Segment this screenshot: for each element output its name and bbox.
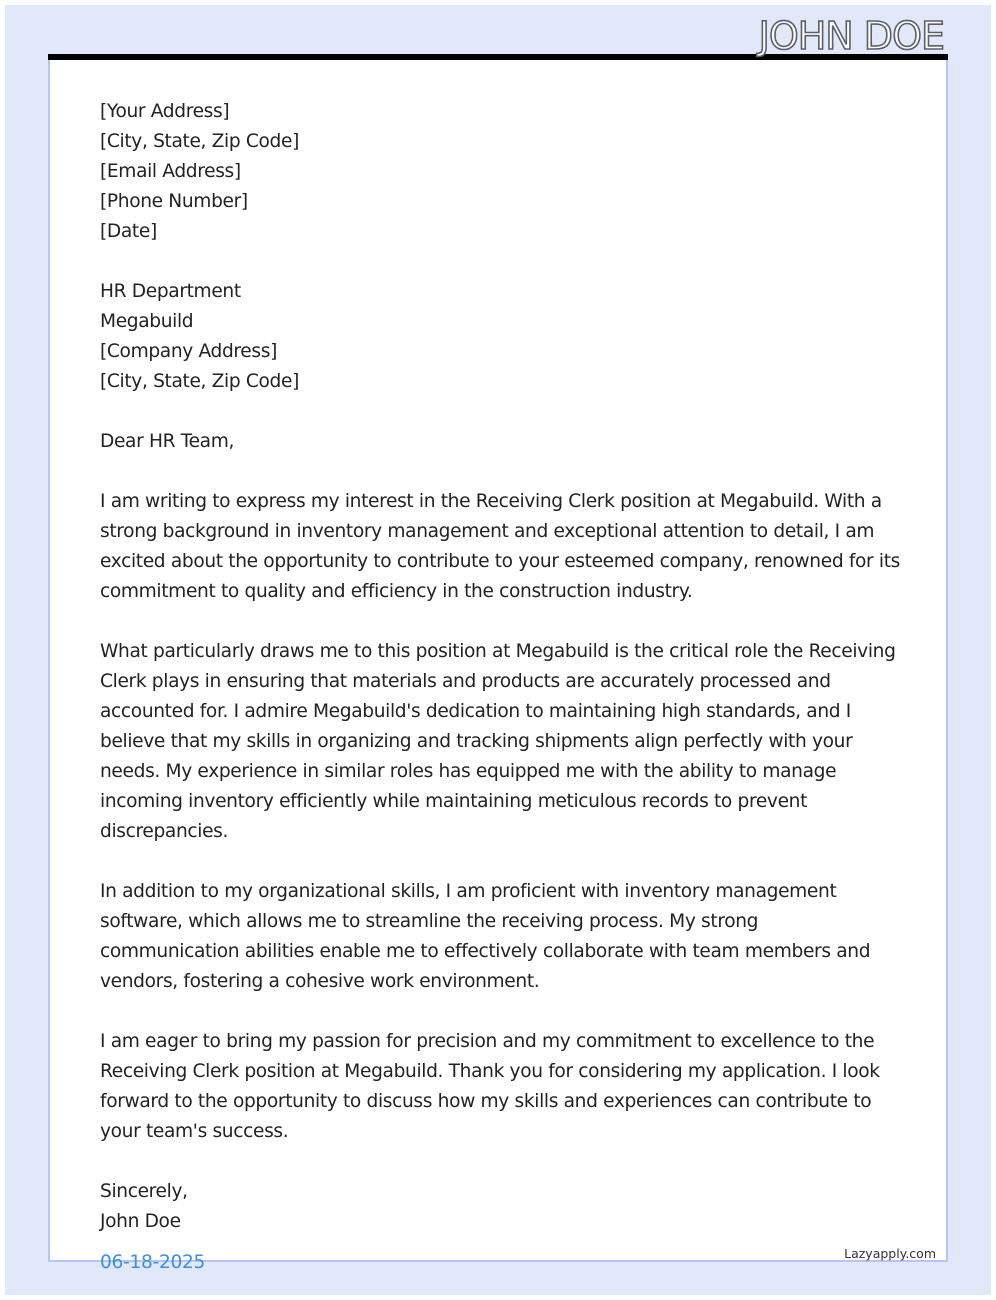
watermark-text: Lazyapply.com	[844, 1246, 936, 1261]
body-paragraph: I am eager to bring my passion for precision and my commitment to excellence to the Receiving Clerk position at Megabuild. Thank you for considering my application. I look forward to the opportunity to discuss how my skills and experiences can contribute to your team's success.	[100, 1031, 880, 1142]
footer-date: 06-18-2025	[100, 1252, 206, 1273]
letter-body	[100, 97, 900, 1237]
recipient-address: [Company Address]	[100, 341, 277, 362]
body-paragraph: In addition to my organizational skills, I am proficient with inventory management software, which allows me to streamline the receiving process. My strong communication abilities enable me to effectively collaborate with team members and vendors, fostering a cohesive work environment.	[100, 881, 871, 992]
sender-date: [Date]	[100, 221, 157, 242]
sender-address: [Your Address]	[100, 101, 230, 122]
body-paragraph: I am writing to express my interest in the Receiving Clerk position at Megabuild. With a strong background in inventory management and exceptional attention to detail, I am excited about the opportunity to contribute to your esteemed company, renowned for its commitment to quality and efficiency in the construction industry.	[100, 491, 901, 602]
sender-block	[100, 97, 900, 247]
header-name: JOHN DOE	[758, 14, 944, 58]
sender-phone: [Phone Number]	[100, 191, 248, 212]
body-paragraph: What particularly draws me to this position at Megabuild is the critical role the Receiving Clerk plays in ensuring that materials and products are accurately processed and accounted for. I admire Megabuild's dedication to maintaining high standards, and I believe that my skills in organizing and tracking shipments align perfectly with your needs. My experience in similar roles has equipped me with the ability to manage incoming inventory efficiently while maintaining meticulous records to prevent discrepancies.	[100, 641, 896, 842]
sender-email: [Email Address]	[100, 161, 241, 182]
signature-name: John Doe	[100, 1211, 181, 1232]
sender-city-state-zip: [City, State, Zip Code]	[100, 131, 299, 152]
valediction: Sincerely,	[100, 1181, 188, 1202]
recipient-company: Megabuild	[100, 311, 194, 332]
salutation: Dear HR Team,	[100, 431, 235, 452]
recipient-block	[100, 277, 900, 397]
recipient-department: HR Department	[100, 281, 241, 302]
recipient-city-state-zip: [City, State, Zip Code]	[100, 371, 299, 392]
